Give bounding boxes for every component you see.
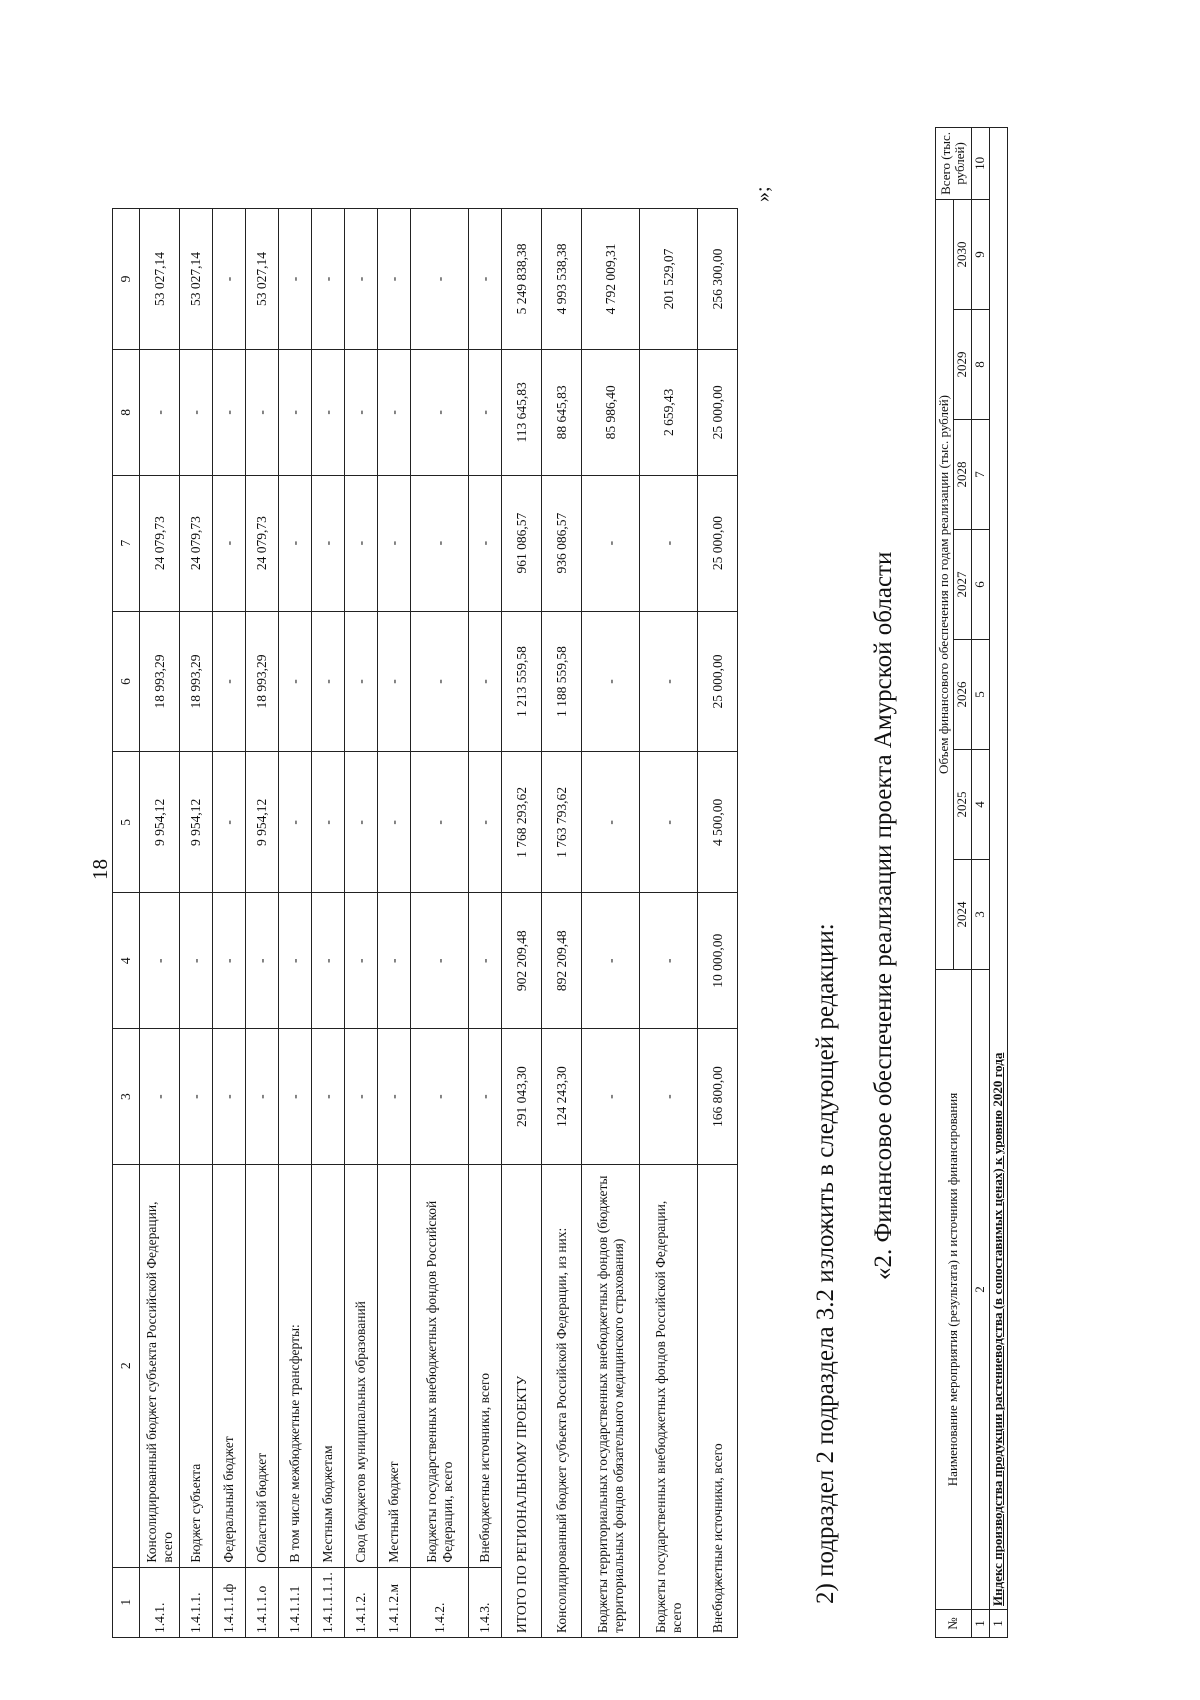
t1-cell: - bbox=[140, 349, 180, 475]
t1-total-name: Бюджеты государственных внебюджетных фондов Российской Федерации, всего bbox=[640, 1165, 698, 1638]
t1-cell: - bbox=[469, 893, 502, 1029]
t1-cell: - bbox=[279, 1029, 312, 1165]
t1-row bbox=[180, 209, 213, 1638]
t1-total-row bbox=[640, 209, 698, 1638]
t1-cell: - bbox=[213, 349, 246, 475]
t1-cell: 2 659,43 bbox=[640, 349, 698, 475]
t1-cell: 9 954,12 bbox=[140, 752, 180, 893]
t1-header-cell: 7 bbox=[113, 475, 140, 611]
t1-cell: - bbox=[469, 209, 502, 350]
t1-total-name: Консолидированный бюджет субъекта Российской Федерации, из них: bbox=[542, 1165, 582, 1638]
t2-number-cell: 10 bbox=[971, 127, 989, 199]
t1-cell: - bbox=[411, 893, 469, 1029]
t1-total-row bbox=[582, 209, 640, 1638]
t1-cell: - bbox=[640, 475, 698, 611]
t1-row-code: 1.4.1.1.ф bbox=[213, 1567, 246, 1637]
t1-row-name: Консолидированный бюджет субъекта Российской Федерации, всего bbox=[140, 1165, 180, 1568]
t1-cell: - bbox=[279, 752, 312, 893]
t2-year-cell: 2025 bbox=[953, 750, 971, 860]
t1-cell: 4 993 538,38 bbox=[542, 209, 582, 350]
t1-row-code: 1.4.2. bbox=[411, 1567, 469, 1637]
t1-row bbox=[378, 209, 411, 1638]
t2-year-cell: 2030 bbox=[953, 199, 971, 309]
t1-row bbox=[213, 209, 246, 1638]
t2-number-cell: 9 bbox=[971, 199, 989, 309]
funding-table-continued bbox=[112, 208, 738, 1638]
t2-year-cell: 2024 bbox=[953, 860, 971, 970]
t2-number-cell: 5 bbox=[971, 640, 989, 750]
t1-cell: 25 000,00 bbox=[698, 611, 738, 752]
t2-row1-no: 1 bbox=[989, 1610, 1007, 1638]
t1-cell: - bbox=[640, 893, 698, 1029]
t1-cell: 25 000,00 bbox=[698, 349, 738, 475]
t1-cell: 9 954,12 bbox=[180, 752, 213, 893]
t1-cell: - bbox=[246, 1029, 279, 1165]
t1-cell: - bbox=[279, 349, 312, 475]
t1-header-cell: 5 bbox=[113, 752, 140, 893]
t1-row bbox=[345, 209, 378, 1638]
t1-cell: - bbox=[180, 893, 213, 1029]
t1-total-row bbox=[542, 209, 582, 1638]
t1-cell: - bbox=[378, 349, 411, 475]
t1-cell: - bbox=[378, 475, 411, 611]
t1-row-name: Внебюджетные источники, всего bbox=[469, 1165, 502, 1568]
t1-header-cell: 8 bbox=[113, 349, 140, 475]
t1-row bbox=[469, 209, 502, 1638]
t1-total-name: ИТОГО ПО РЕГИОНАЛЬНОМУ ПРОЕКТУ bbox=[502, 1165, 542, 1638]
funding-table-new bbox=[935, 127, 1008, 1638]
t1-row-code: 1.4.1.1.о bbox=[246, 1567, 279, 1637]
closing-quote: »; bbox=[752, 186, 774, 202]
t1-cell: - bbox=[378, 209, 411, 350]
t2-col-total: Всего (тыс. рублей) bbox=[936, 127, 972, 199]
t1-cell: 18 993,29 bbox=[180, 611, 213, 752]
t1-cell: - bbox=[345, 1029, 378, 1165]
t1-row-code: 1.4.1.1. bbox=[180, 1567, 213, 1637]
t1-total-row bbox=[698, 209, 738, 1638]
t1-cell: - bbox=[312, 893, 345, 1029]
t1-cell: 24 079,73 bbox=[140, 475, 180, 611]
t1-row-name: Местным бюджетам bbox=[312, 1165, 345, 1568]
t1-row bbox=[312, 209, 345, 1638]
t2-number-cell: 1 bbox=[971, 1610, 989, 1638]
t1-header-row bbox=[113, 209, 140, 1638]
t1-row-code: 1.4.1.2.м bbox=[378, 1567, 411, 1637]
t1-cell: 902 209,48 bbox=[502, 893, 542, 1029]
t2-row1-text: Индекс производства продукции растениеводства (в сопоставимых ценах) к уровню 2020 года bbox=[989, 127, 1007, 1609]
t2-number-cell: 4 bbox=[971, 750, 989, 860]
t1-row-name: Федеральный бюджет bbox=[213, 1165, 246, 1568]
t2-year-cell: 2028 bbox=[953, 420, 971, 530]
t1-cell: 85 986,40 bbox=[582, 349, 640, 475]
t1-cell: - bbox=[213, 893, 246, 1029]
t2-number-cell: 8 bbox=[971, 310, 989, 420]
t2-col-no: № bbox=[936, 1610, 972, 1638]
t1-row bbox=[279, 209, 312, 1638]
t1-cell: - bbox=[640, 1029, 698, 1165]
t1-cell: 18 993,29 bbox=[246, 611, 279, 752]
t1-cell: 113 645,83 bbox=[502, 349, 542, 475]
t1-cell: 256 300,00 bbox=[698, 209, 738, 350]
t1-cell: - bbox=[213, 475, 246, 611]
t1-cell: 18 993,29 bbox=[140, 611, 180, 752]
t1-cell: 53 027,14 bbox=[140, 209, 180, 350]
t1-cell: - bbox=[312, 752, 345, 893]
t1-cell: 1 763 793,62 bbox=[542, 752, 582, 893]
t1-cell: - bbox=[312, 1029, 345, 1165]
page-number: 18 bbox=[88, 859, 112, 880]
t1-cell: 53 027,14 bbox=[246, 209, 279, 350]
t1-cell: - bbox=[140, 893, 180, 1029]
t1-cell: 53 027,14 bbox=[180, 209, 213, 350]
t1-cell: - bbox=[411, 209, 469, 350]
t1-cell: 124 243,30 bbox=[542, 1029, 582, 1165]
t2-col-name: Наименование мероприятия (результата) и источники финансирования bbox=[936, 970, 972, 1610]
t1-cell: - bbox=[378, 893, 411, 1029]
t1-cell: 1 188 559,58 bbox=[542, 611, 582, 752]
t1-cell: - bbox=[180, 1029, 213, 1165]
t2-year-cell: 2027 bbox=[953, 530, 971, 640]
t1-row-name: Бюджеты государственных внебюджетных фондов Российской Федерации, всего bbox=[411, 1165, 469, 1568]
t1-cell: - bbox=[469, 1029, 502, 1165]
t1-row-name: Бюджет субъекта bbox=[180, 1165, 213, 1568]
t1-header-cell: 4 bbox=[113, 893, 140, 1029]
t1-cell: 24 079,73 bbox=[246, 475, 279, 611]
t1-cell: 5 249 838,38 bbox=[502, 209, 542, 350]
t1-header-cell: 2 bbox=[113, 1165, 140, 1568]
t1-cell: - bbox=[345, 349, 378, 475]
t1-cell: - bbox=[469, 349, 502, 475]
t1-header-cell: 3 bbox=[113, 1029, 140, 1165]
t2-year-cell: 2029 bbox=[953, 310, 971, 420]
t2-number-cell: 6 bbox=[971, 530, 989, 640]
t1-cell: - bbox=[345, 611, 378, 752]
t1-cell: - bbox=[640, 611, 698, 752]
amendment-paragraph: 2) подраздел 2 подраздела 3.2 изложить в следующей редакции: bbox=[812, 923, 839, 1604]
t1-cell: 9 954,12 bbox=[246, 752, 279, 893]
t1-cell: - bbox=[246, 349, 279, 475]
t1-cell: - bbox=[312, 475, 345, 611]
t1-cell: - bbox=[312, 209, 345, 350]
t1-cell: - bbox=[279, 475, 312, 611]
t1-cell: - bbox=[582, 611, 640, 752]
t1-total-row bbox=[502, 209, 542, 1638]
t1-row-name: Местный бюджет bbox=[378, 1165, 411, 1568]
t1-row-code: 1.4.3. bbox=[469, 1567, 502, 1637]
t1-cell: 25 000,00 bbox=[698, 475, 738, 611]
t1-row bbox=[411, 209, 469, 1638]
t1-cell: - bbox=[345, 209, 378, 350]
t1-cell: - bbox=[345, 475, 378, 611]
t1-cell: - bbox=[312, 611, 345, 752]
t1-cell: - bbox=[213, 611, 246, 752]
t1-cell: - bbox=[582, 893, 640, 1029]
t1-cell: - bbox=[411, 1029, 469, 1165]
section-heading: «2. Финансовое обеспечение реализации проекта Амурской области bbox=[870, 551, 897, 1280]
t1-cell: 88 645,83 bbox=[542, 349, 582, 475]
t1-cell: - bbox=[345, 752, 378, 893]
t1-cell: 961 086,57 bbox=[502, 475, 542, 611]
t1-cell: - bbox=[180, 349, 213, 475]
t2-number-cell: 7 bbox=[971, 420, 989, 530]
t1-cell: - bbox=[411, 752, 469, 893]
t1-row bbox=[246, 209, 279, 1638]
t1-cell: 201 529,07 bbox=[640, 209, 698, 350]
t1-header-cell: 6 bbox=[113, 611, 140, 752]
t1-cell: - bbox=[246, 893, 279, 1029]
t1-row-name: В том числе межбюджетные трансферты: bbox=[279, 1165, 312, 1568]
t2-number-cell: 3 bbox=[971, 860, 989, 970]
t1-cell: - bbox=[582, 475, 640, 611]
t1-total-name: Бюджеты территориальных государственных внебюджетных фондов (бюджеты территориальных фондов обязательного медицинского страхования) bbox=[582, 1165, 640, 1638]
t2-year-cell: 2026 bbox=[953, 640, 971, 750]
t1-cell: 291 043,30 bbox=[502, 1029, 542, 1165]
t1-row bbox=[140, 209, 180, 1638]
t1-cell: 166 800,00 bbox=[698, 1029, 738, 1165]
t1-cell: - bbox=[312, 349, 345, 475]
t1-cell: 892 209,48 bbox=[542, 893, 582, 1029]
t1-cell: 1 213 559,58 bbox=[502, 611, 542, 752]
t2-number-cell: 2 bbox=[971, 970, 989, 1610]
t1-row-code: 1.4.1.1.1 bbox=[279, 1567, 312, 1637]
t1-cell: - bbox=[213, 752, 246, 893]
t1-cell: - bbox=[279, 209, 312, 350]
t1-row-code: 1.4.1. bbox=[140, 1567, 180, 1637]
t1-cell: - bbox=[140, 1029, 180, 1165]
t1-cell: - bbox=[411, 475, 469, 611]
t1-cell: - bbox=[213, 1029, 246, 1165]
t1-cell: - bbox=[213, 209, 246, 350]
t1-cell: - bbox=[469, 475, 502, 611]
t1-row-name: Свод бюджетов муниципальных образований bbox=[345, 1165, 378, 1568]
t1-cell: 10 000,00 bbox=[698, 893, 738, 1029]
t1-cell: - bbox=[411, 611, 469, 752]
t1-cell: 1 768 293,62 bbox=[502, 752, 542, 893]
t1-cell: 4 500,00 bbox=[698, 752, 738, 893]
t1-row-code: 1.4.1.1.1.1. bbox=[312, 1567, 345, 1637]
t1-cell: - bbox=[378, 611, 411, 752]
t1-header-cell: 1 bbox=[113, 1567, 140, 1637]
t1-cell: - bbox=[279, 893, 312, 1029]
t1-cell: - bbox=[411, 349, 469, 475]
t1-cell: 936 086,57 bbox=[542, 475, 582, 611]
t1-total-name: Внебюджетные источники, всего bbox=[698, 1165, 738, 1638]
t1-cell: - bbox=[279, 611, 312, 752]
t1-row-code: 1.4.1.2. bbox=[345, 1567, 378, 1637]
t1-cell: - bbox=[640, 752, 698, 893]
t1-cell: - bbox=[469, 752, 502, 893]
t1-cell: - bbox=[582, 1029, 640, 1165]
t1-cell: - bbox=[469, 611, 502, 752]
t2-col-group: Объем финансового обеспечения по годам реализации (тыс. рублей) bbox=[936, 199, 954, 969]
t1-row-name: Областной бюджет bbox=[246, 1165, 279, 1568]
t1-cell: 24 079,73 bbox=[180, 475, 213, 611]
t1-cell: - bbox=[345, 893, 378, 1029]
t1-header-cell: 9 bbox=[113, 209, 140, 350]
t1-cell: - bbox=[582, 752, 640, 893]
t1-cell: 4 792 009,31 bbox=[582, 209, 640, 350]
t1-cell: - bbox=[378, 752, 411, 893]
t1-cell: - bbox=[378, 1029, 411, 1165]
